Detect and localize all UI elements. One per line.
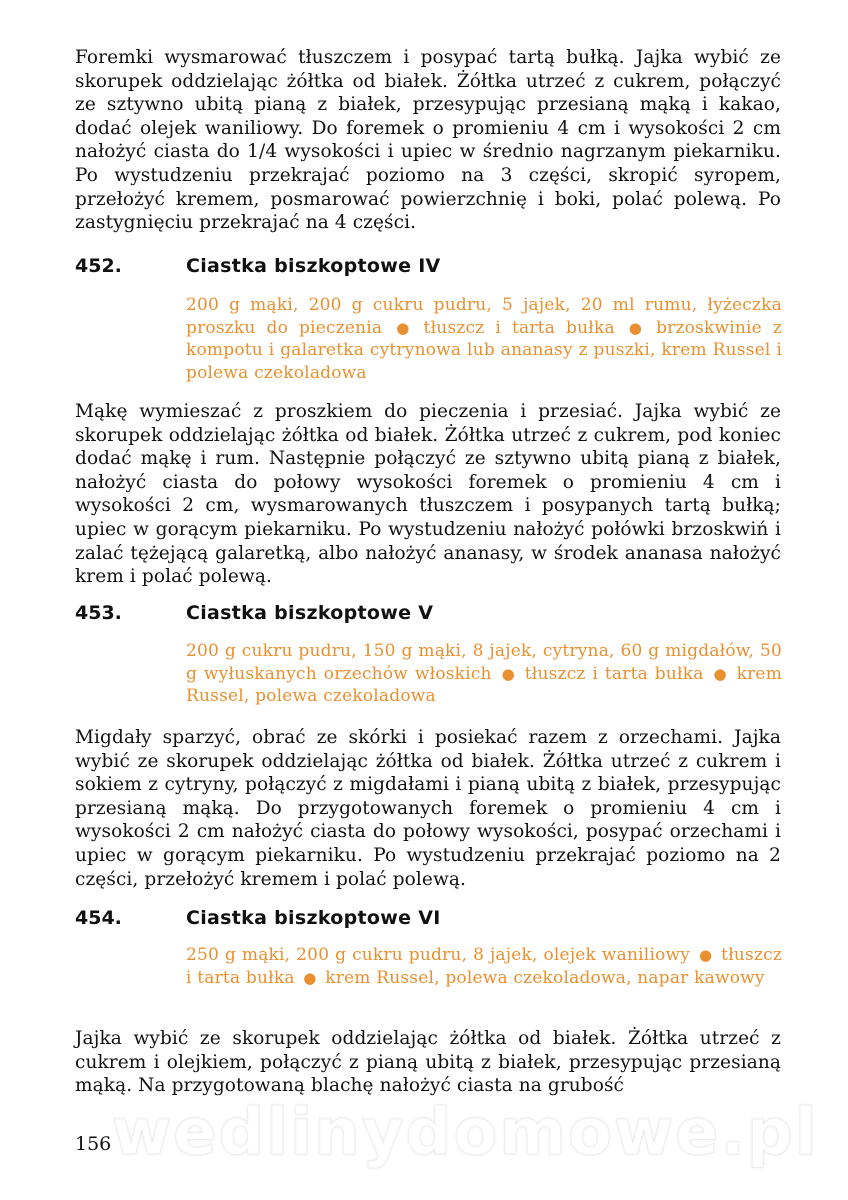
ingredients-group: tłuszcz i tarta bułka xyxy=(423,317,615,338)
bullet-icon: ● xyxy=(713,664,727,683)
bullet-icon: ● xyxy=(303,968,317,987)
ingredients-group: krem Russel, polewa czekoladowa xyxy=(186,663,783,706)
ingredients-group: tłuszcz i tarta bułka xyxy=(524,663,704,684)
watermark: wedlinydomowe.pl xyxy=(112,1096,819,1170)
bullet-icon: ● xyxy=(396,318,410,337)
bullet-icon: ● xyxy=(501,664,515,683)
bullet-icon: ● xyxy=(698,946,713,964)
ingredients-list xyxy=(186,294,782,384)
recipe-instructions: Mąkę wymieszać z proszkiem do pieczenia i przesiać. Jajka wybić ze skorupek oddzielając żółtka od białek. Żółtka utrzeć z cukrem, pod koniec dodać mąkę i rum. Następnie połączyć ze sztywno ubitą pianą z białek, nałożyć ciasta do połowy wysokości foremek o promieniu 4 cm i wysokości 2 cm, wysmarowanych tłuszczem i posypanych tartą bułką; upiec w gorącym piekarniku. Po wystudzeniu nałożyć połówki brzoskwiń i zalać tężejącą galaretką, albo nałożyć ananasy, w środek ananasa nałożyć krem i polać polewą. xyxy=(75,401,781,588)
recipe-number: 452. xyxy=(75,255,122,277)
page-number: 156 xyxy=(75,1133,112,1155)
ingredients-group: 200 g mąki, 200 g cukru pudru, 5 jajek, 20 ml rumu, łyżeczka proszku do pieczenia xyxy=(186,295,782,338)
ingredients-list xyxy=(186,944,782,989)
ingredients-group: 250 g mąki, 200 g cukru pudru, 8 jajek, olejek waniliowy xyxy=(186,945,691,965)
intro-paragraph: Foremki wysmarować tłuszczem i posypać tartą bułką. Jajka wybić ze skorupek oddzielając żółtka od białek. Żółtka utrzeć z cukrem, połączyć ze sztywno ubitą pianą z białek, przesypując przesianą mąką i kakao, dodać olejek waniliowy. Do foremek o promieniu 4 cm i wysokości 2 cm nałożyć ciasta do 1/4 wysokości i upiec w średnio nagrzanym piekarniku. Po wystudzeniu przekrajać poziomo na 3 części, skropić syropem, przełożyć kremem, posmarować powierzchnię i boki, polać polewą. Po zastygnięciu przekrajać na 4 części. xyxy=(75,47,781,234)
recipe-instructions: Migdały sparzyć, obrać ze skórki i posiekać razem z orzechami. Jajka wybić ze skorupek oddzielając żółtka od białek. Żółtka utrzeć z cukrem i sokiem z cytryny, połączyć z migdałami i pianą ubitą z białek, przesypując przesianą mąką. Do przygotowanych foremek o promieniu 4 cm i wysokości 2 cm nałożyć ciasta do połowy wysokości, posypać orzechami i upiec w gorącym piekarniku. Po wystudzeniu przekrajać poziomo na 2 części, przełożyć kremem i polać polewą. xyxy=(75,727,781,890)
ingredients-group: 200 g cukru pudru, 150 g mąki, 8 jajek, cytryna, 60 g migdałów, 50 g wyłuskanych orzechów włoskich xyxy=(186,641,782,684)
recipe-title: Ciastka biszkoptowe IV xyxy=(186,255,441,277)
ingredients-group: krem Russel, polewa czekoladowa, napar kawowy xyxy=(325,967,765,988)
ingredients-group: tłuszcz i tarta bułka xyxy=(186,945,783,988)
recipe-number: 453. xyxy=(75,602,122,624)
recipe-title: Ciastka biszkoptowe V xyxy=(186,602,434,624)
ingredients-list xyxy=(186,640,782,708)
recipe-number: 454. xyxy=(75,907,122,929)
recipe-title: Ciastka biszkoptowe VI xyxy=(186,907,441,929)
ingredients-group: brzoskwinie z kompotu i galaretka cytrynowa lub ananasy z puszki, krem Russel i polewa czekoladowa xyxy=(186,317,783,383)
bullet-icon: ● xyxy=(628,318,643,337)
recipe-instructions: Jajka wybić ze skorupek oddzielając żółtka od białek. Żółtka utrzeć z cukrem i olejkiem, połączyć z pianą ubitą z białek, przesypując przesianą mąką. Na przygotowaną blachę nałożyć ciasta na grubość xyxy=(75,1028,781,1097)
